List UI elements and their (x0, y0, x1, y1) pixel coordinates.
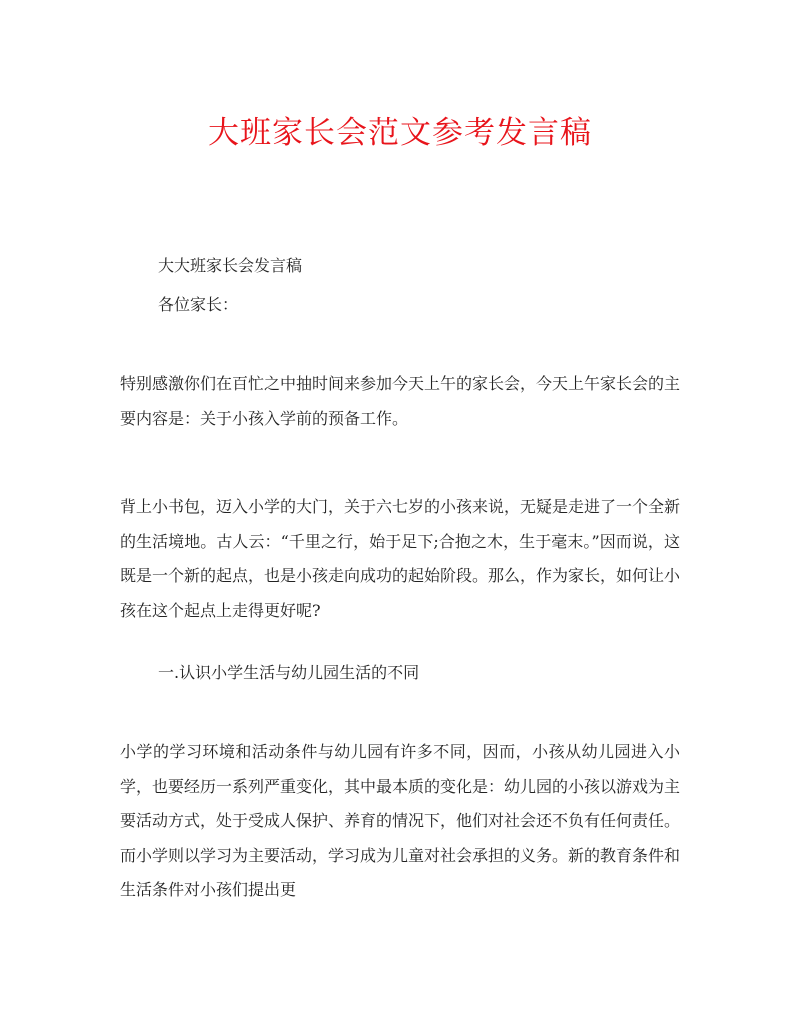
section-heading: 一.认识小学生活与幼儿园生活的不同 (158, 663, 420, 682)
speech-subtitle: 大大班家长会发言稿 (158, 256, 303, 275)
salutation: 各位家长： (158, 295, 239, 314)
paragraph-school-start: 背上小书包，迈入小学的大门，关于六七岁的小孩来说，无疑是走进了一个全新的生活境地。古人云：“千里之行，始于足下;合抱之木，生于毫末。”因而说，这既是一个新的起点，也是小孩走向成功的起始阶段。那么，作为家长，如何让小孩在这个起点上走得更好呢? (120, 497, 681, 620)
document-title: 大班家长会范文参考发言稿 (208, 115, 592, 151)
paragraph-intro: 特别感激你们在百忙之中抽时间来参加今天上午的家长会，今天上午家长会的主要内容是：关于小孩入学前的预备工作。 (120, 374, 681, 428)
paragraph-differences: 小学的学习环境和活动条件与幼儿园有许多不同，因而，小孩从幼儿园进入小学，也要经历一系列严重变化，其中最本质的变化是：幼儿园的小孩以游戏为主要活动方式，处于受成人保护、养育的情况下，他们对社会还不负有任何责任。而小学则以学习为主要活动，学习成为儿童对社会承担的义务。新的教育条件和生活条件对小孩们提出更 (120, 742, 681, 899)
